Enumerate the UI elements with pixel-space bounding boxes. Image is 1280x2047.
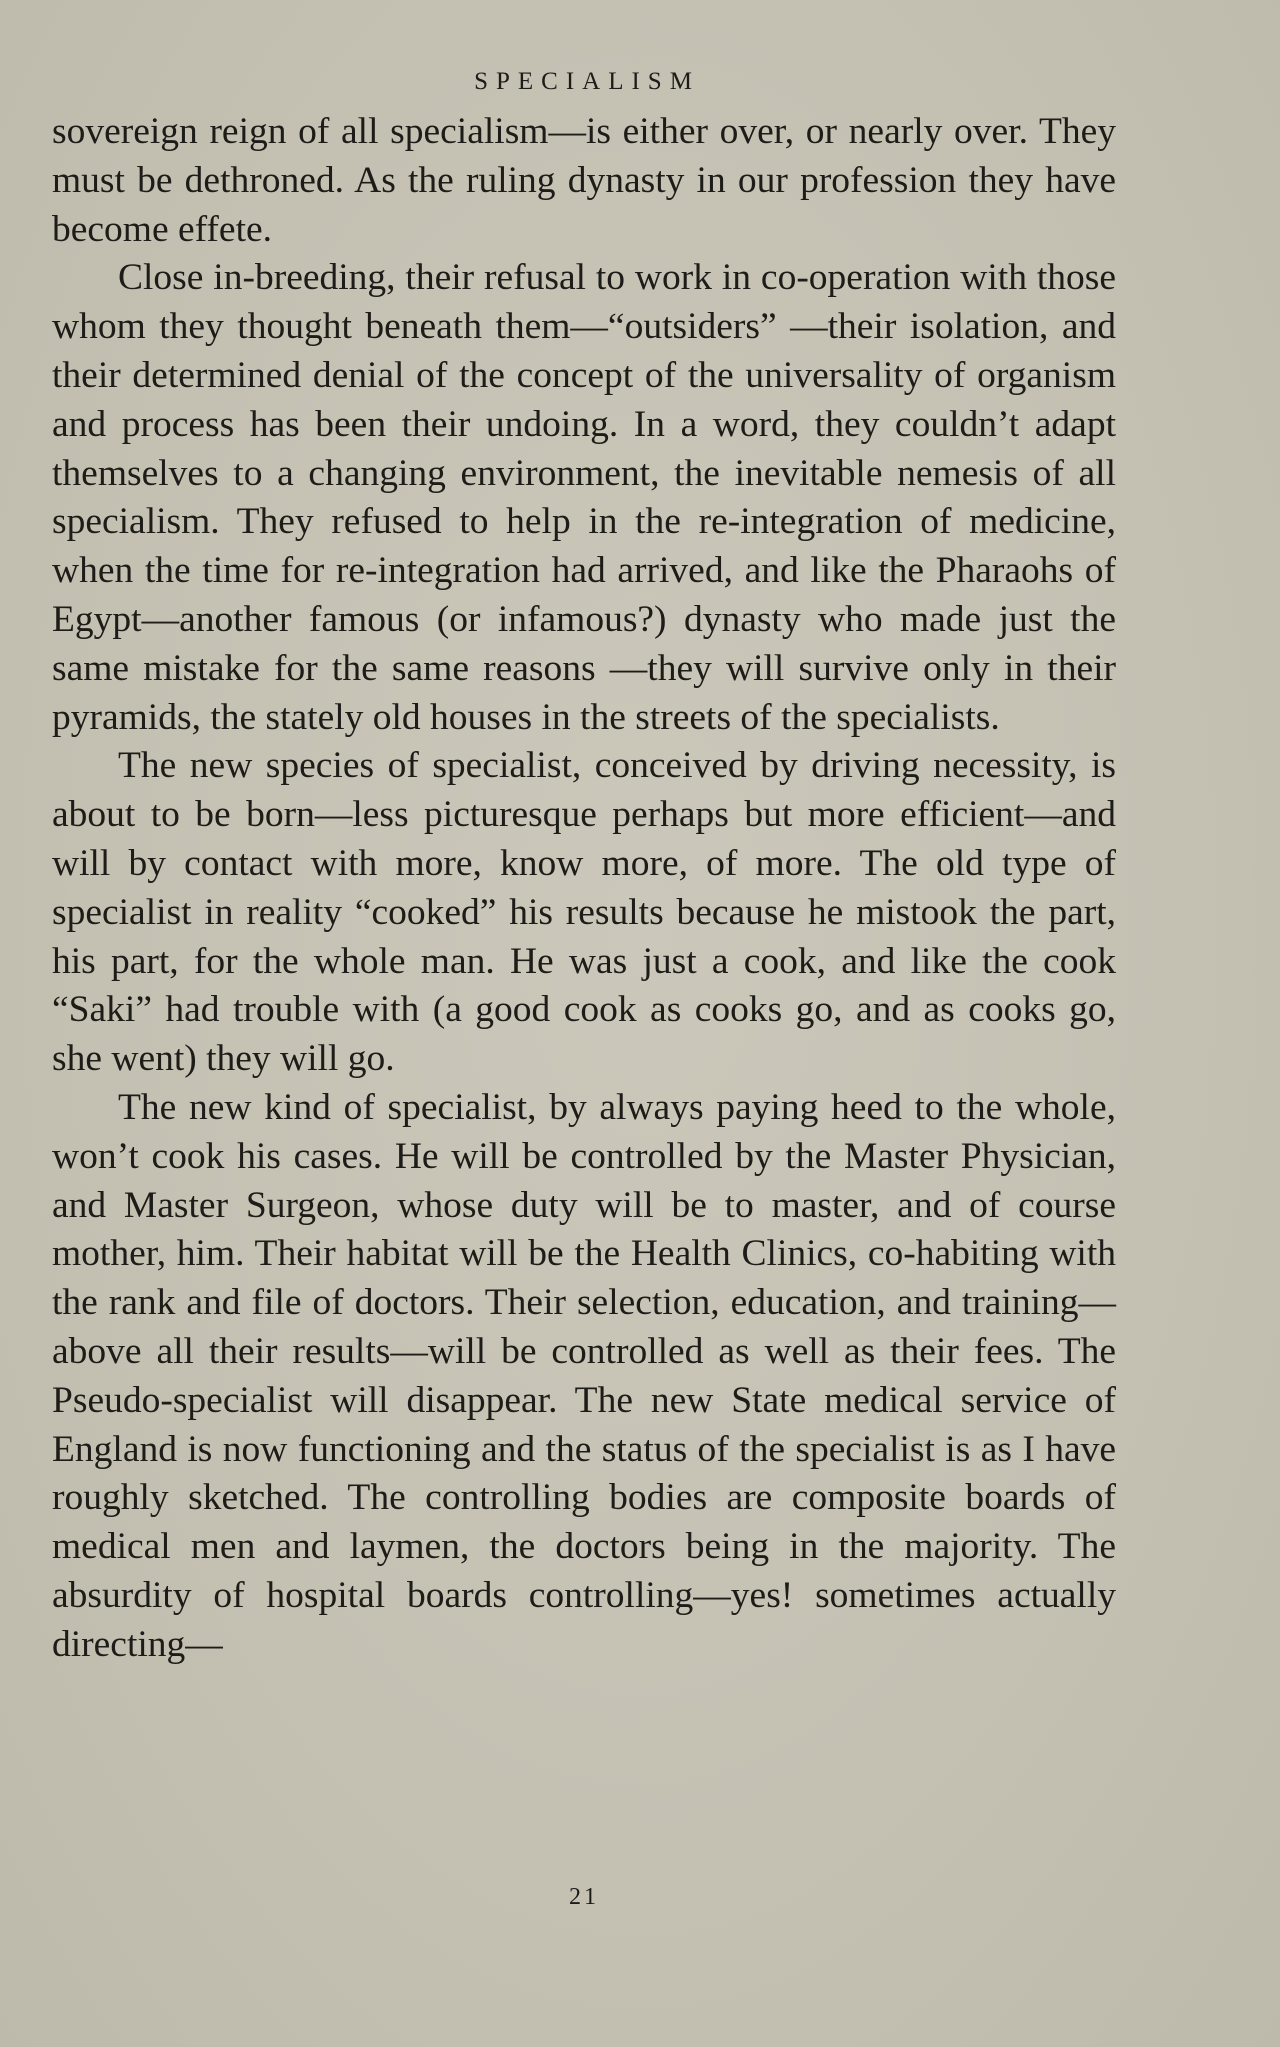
running-head: SPECIALISM bbox=[474, 68, 700, 95]
paragraph: The new species of specialist, conceived by driving necessity, is about to be born—less picturesque perhaps but more efficient—and will by contact with more, know more, of more. The old type of specialist in reality “cooked” his results because he mistook the part, his part, for the whole man. He was just a cook, and like the cook “Saki” had trouble with (a good cook as cooks go, and as cooks go, she went) they will go. bbox=[52, 745, 1116, 1080]
paragraph: The new kind of specialist, by always paying heed to the whole, won’t cook his cases. He will be controlled by the Master Physician, and Master Surgeon, whose duty will be to master, and of course mother, him. Their habitat will be the Health Clinics, co-habiting with the rank and file of doctors. Their selection, education, and training—above all their results—will be controlled as well as their fees. The Pseudo-specialist will disappear. The new State medical service of England is now functioning and the status of the specialist is as I have roughly sketched. The controlling bodies are composite boards of medical men and laymen, the doctors being in the majority. The absurdity of hospital boards controlling—yes! sometimes actually directing— bbox=[52, 1086, 1116, 1665]
page-number: 21 bbox=[569, 1884, 599, 1910]
book-page bbox=[52, 62, 1116, 1910]
body-text bbox=[52, 108, 1116, 1670]
paragraph: Close in-breeding, their refusal to work in co-operation with those whom they thought beneath them—“outsiders” —their isolation, and their determined denial of the concept of the universality of organism and process has been their undoing. In a word, they couldn’t adapt themselves to a changing environment, the inevitable nemesis of all specialism. They refused to help in the re-integration of medicine, when the time for re-integration had arrived, and like the Pharaohs of Egypt—another famous (or infamous?) dynasty who made just the same mistake for the same reasons —they will survive only in their pyramids, the stately old houses in the streets of the specialists. bbox=[52, 257, 1116, 738]
paragraph-continued: sovereign reign of all specialism—is either over, or nearly over. They must be dethroned. As the ruling dynasty in our profession they have become effete. bbox=[52, 111, 1116, 250]
